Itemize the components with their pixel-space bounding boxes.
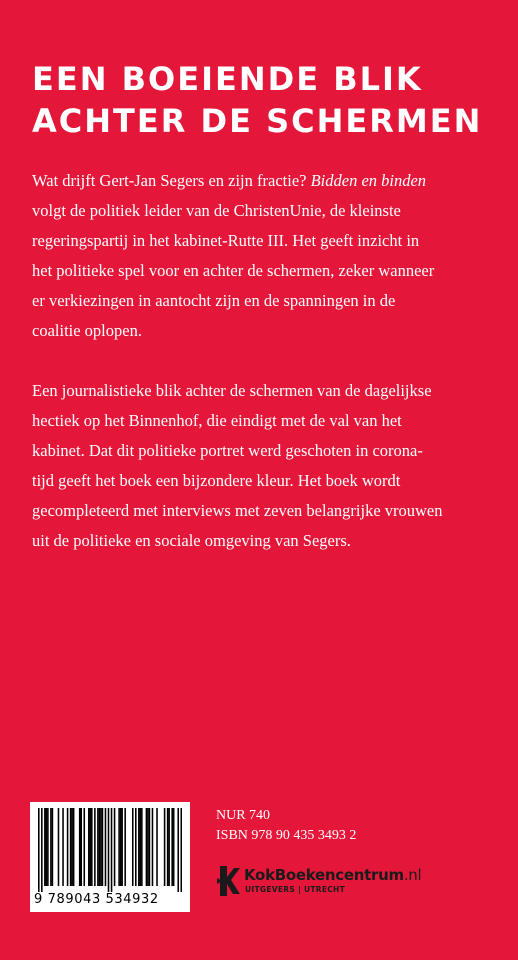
barcode-bar (91, 808, 93, 886)
publisher-name (244, 866, 421, 884)
barcode-bar (108, 808, 110, 892)
barcode-bar (167, 808, 169, 886)
barcode-bar (50, 808, 52, 886)
barcode-bar (111, 808, 113, 892)
barcode-bar (71, 808, 73, 886)
barcode-bar (120, 808, 122, 886)
barcode-bar (44, 808, 46, 886)
barcode-bar (88, 808, 90, 886)
blurb-line: het politieke spel voor en achter de schermen, zeker wanneer (32, 261, 435, 280)
barcode-bar (141, 808, 143, 886)
barcode-bar (97, 808, 99, 886)
barcode-bar (79, 808, 81, 886)
blurb-text: Wat drijft Gert-Jan Segers en zijn fractie? (32, 171, 311, 190)
headline-line-2: ACHTER DE SCHERMEN (32, 102, 483, 140)
blurb-line: volgt de politiek leider van de ChristenUnie, de kleinste (32, 201, 401, 220)
kokboekencentrum-logo-icon (216, 864, 242, 898)
barcode-bar (62, 808, 64, 886)
barcode-bar (121, 808, 123, 886)
barcode-bar (147, 808, 149, 886)
publisher-name-tld: .nl (403, 866, 422, 884)
blurb (32, 166, 488, 586)
blurb-line: regeringspartij in het kabinet-Rutte III. Het geeft inzicht in (32, 231, 420, 250)
blurb-paragraph-1 (32, 166, 488, 346)
isbn-info (216, 806, 356, 846)
blurb-paragraph-2 (32, 376, 488, 556)
barcode-bar (38, 808, 40, 892)
blurb-line: hectiek op het Binnenhof, die eindigt met de val van het (32, 411, 402, 430)
headline-line-1: EEN BOEIENDE BLIK (32, 60, 423, 98)
barcode-bar (41, 808, 43, 892)
barcode-bar (83, 808, 85, 886)
publisher-name-main: KokBoekencentrum (244, 866, 404, 884)
barcode-bar (80, 808, 82, 886)
barcode-bar (173, 808, 175, 886)
barcode-bar (58, 808, 60, 886)
barcode-bar (146, 808, 148, 886)
barcode-bar (164, 808, 166, 886)
barcode-bar (114, 808, 116, 886)
barcode-bar (149, 808, 151, 886)
blurb-line: kabinet. Dat dit politieke portret werd geschoten in corona- (32, 441, 423, 460)
barcode-bar (99, 808, 101, 886)
barcode-bar (180, 808, 182, 892)
book-title-italic: Bidden en binden (310, 171, 427, 190)
blurb-line: uit de politieke en sociale omgeving van Segers. (32, 531, 351, 550)
barcode-bar (105, 808, 107, 886)
isbn-number: ISBN 978 90 435 3493 2 (216, 828, 357, 843)
barcode-bar (47, 808, 49, 886)
barcode-bar (177, 808, 179, 892)
barcode-bar (135, 808, 137, 886)
barcode-bar (152, 808, 154, 886)
blurb-line: er verkiezingen in aantocht zijn en de spanningen in de (32, 291, 396, 310)
barcode-bar (171, 808, 173, 886)
barcode-bar (73, 808, 75, 886)
publisher-subtitle: UITGEVERS | UTRECHT (245, 885, 346, 894)
barcode-bar (140, 808, 142, 886)
nur-code: NUR 740 (216, 808, 271, 823)
barcode-bar (70, 808, 72, 886)
barcode-bar (90, 808, 92, 886)
barcode-bar (156, 808, 158, 886)
barcode-digits: 9 789043 534932 (34, 892, 159, 907)
barcode-bar (46, 808, 48, 886)
blurb-line (32, 166, 488, 196)
blurb-line: coalitie oplopen. (32, 321, 142, 340)
barcode-bar (168, 808, 170, 886)
headline (32, 58, 492, 142)
barcode-bar (52, 808, 54, 886)
barcode-bar (100, 808, 102, 886)
publisher-logo (216, 864, 456, 904)
blurb-line: tijd geeft het boek een bijzondere kleur. Het boek wordt (32, 471, 401, 490)
barcode-icon (38, 808, 182, 892)
barcode-bar (118, 808, 120, 886)
blurb-line: gecompleteerd met interviews met zeven belangrijke vrouwen (32, 501, 443, 520)
barcode-bar (138, 808, 140, 886)
barcode-bar (102, 808, 104, 886)
blurb-line: Een journalistieke blik achter de schermen van de dagelijkse (32, 381, 432, 400)
barcode-bar (67, 808, 69, 886)
isbn-barcode (30, 802, 190, 912)
barcode-bar (124, 808, 126, 886)
barcode-bar (94, 808, 96, 886)
barcode-bar (132, 808, 134, 886)
